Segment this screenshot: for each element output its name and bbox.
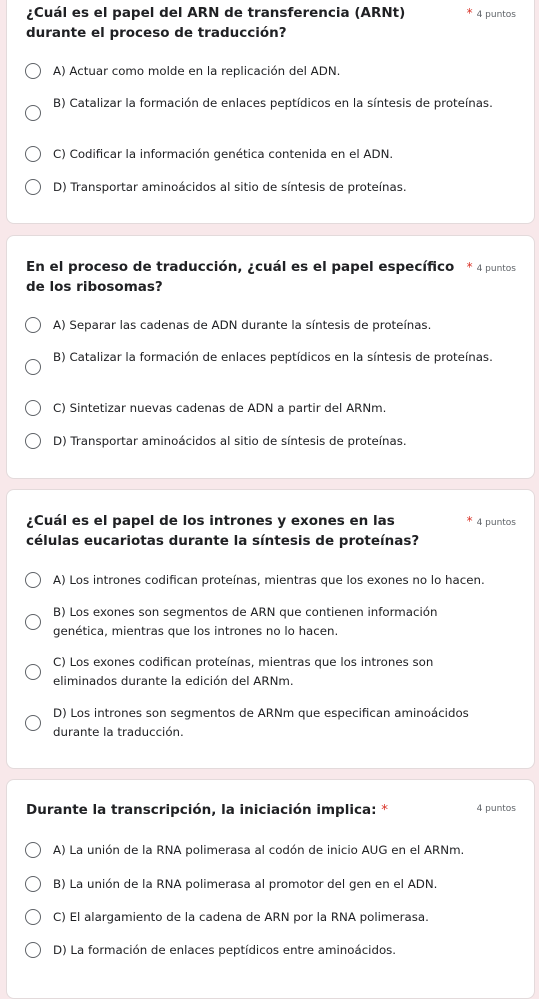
radio-button[interactable] — [25, 842, 41, 858]
radio-button[interactable] — [25, 400, 41, 416]
radio-button[interactable] — [25, 572, 41, 588]
option-radio[interactable] — [25, 94, 525, 114]
radio-button[interactable] — [25, 909, 41, 925]
question-title: ¿Cuál es el papel del ARN de transferencia (ARNt) durante el proceso de traducción? — [26, 5, 406, 41]
option-radio[interactable] — [25, 348, 525, 368]
radio-button[interactable] — [25, 317, 41, 333]
question-title: Durante la transcripción, la iniciación implica: * — [26, 802, 388, 818]
option-label: C) El alargamiento de la cadena de ARN por la RNA polimerasa. — [53, 910, 429, 924]
option-radio[interactable] — [25, 571, 525, 591]
option-label: A) Separar las cadenas de ADN durante la síntesis de proteínas. — [53, 318, 432, 332]
required-mark: * — [466, 6, 473, 20]
option-label: C) Sintetizar nuevas cadenas de ADN a partir del ARNm. — [53, 401, 387, 415]
option-radio[interactable] — [25, 399, 525, 419]
option-label: B) La unión de la RNA polimerasa al promotor del gen en el ADN. — [53, 877, 438, 891]
option-radio[interactable] — [25, 178, 525, 198]
radio-button[interactable] — [25, 876, 41, 892]
radio-button[interactable] — [25, 359, 41, 375]
option-radio[interactable] — [25, 62, 525, 82]
radio-button[interactable] — [25, 664, 41, 680]
option-label: D) Transportar aminoácidos al sitio de síntesis de proteínas. — [53, 434, 407, 448]
points-label: * 4 puntos — [466, 514, 516, 528]
points-label: 4 puntos — [476, 804, 516, 814]
option-label: C) Los exones codifican proteínas, mientras que los intrones son eliminados durante la edición del ARNm. — [53, 655, 434, 688]
option-label: D) La formación de enlaces peptídicos entre aminoácidos. — [53, 943, 397, 957]
option-label: B) Catalizar la formación de enlaces peptídicos en la síntesis de proteínas. — [53, 350, 493, 364]
radio-button[interactable] — [25, 105, 41, 121]
option-label: C) Codificar la información genética contenida en el ADN. — [53, 147, 394, 161]
points-label: * 4 puntos — [466, 6, 516, 20]
question-card-1 — [6, 0, 535, 224]
option-label: B) Catalizar la formación de enlaces peptídicos en la síntesis de proteínas. — [53, 96, 493, 110]
points-label: * 4 puntos — [466, 260, 516, 274]
option-label: A) Actuar como molde en la replicación del ADN. — [53, 64, 341, 78]
option-label: A) La unión de la RNA polimerasa al codón de inicio AUG en el ARNm. — [53, 843, 465, 857]
question-title: ¿Cuál es el papel de los intrones y exones en las células eucariotas durante la síntesis de proteínas? — [26, 513, 420, 549]
option-radio[interactable] — [25, 908, 525, 928]
option-radio[interactable] — [25, 145, 525, 165]
question-card-3 — [6, 489, 535, 769]
radio-button[interactable] — [25, 146, 41, 162]
radio-button[interactable] — [25, 433, 41, 449]
radio-button[interactable] — [25, 614, 41, 630]
required-mark: * — [466, 260, 473, 274]
option-radio[interactable] — [25, 941, 525, 961]
question-card-2 — [6, 235, 535, 479]
option-radio[interactable] — [25, 704, 525, 739]
option-label: D) Los intrones son segmentos de ARNm que especifican aminoácidos durante la traducción. — [53, 706, 469, 739]
option-radio[interactable] — [25, 316, 525, 336]
radio-button[interactable] — [25, 179, 41, 195]
required-mark: * — [466, 514, 473, 528]
question-card-4 — [6, 779, 535, 999]
option-label: B) Los exones son segmentos de ARN que contienen información genética, mientras que los intrones no lo hacen. — [53, 605, 438, 638]
radio-button[interactable] — [25, 715, 41, 731]
radio-button[interactable] — [25, 63, 41, 79]
radio-button[interactable] — [25, 942, 41, 958]
option-radio[interactable] — [25, 841, 525, 861]
option-radio[interactable] — [25, 603, 525, 638]
option-radio[interactable] — [25, 653, 525, 688]
required-mark: * — [381, 802, 388, 818]
option-radio[interactable] — [25, 432, 525, 452]
option-label: A) Los intrones codifican proteínas, mientras que los exones no lo hacen. — [53, 573, 485, 587]
question-title: En el proceso de traducción, ¿cuál es el papel específico de los ribosomas? — [26, 259, 455, 295]
option-label: D) Transportar aminoácidos al sitio de síntesis de proteínas. — [53, 180, 407, 194]
option-radio[interactable] — [25, 875, 525, 895]
